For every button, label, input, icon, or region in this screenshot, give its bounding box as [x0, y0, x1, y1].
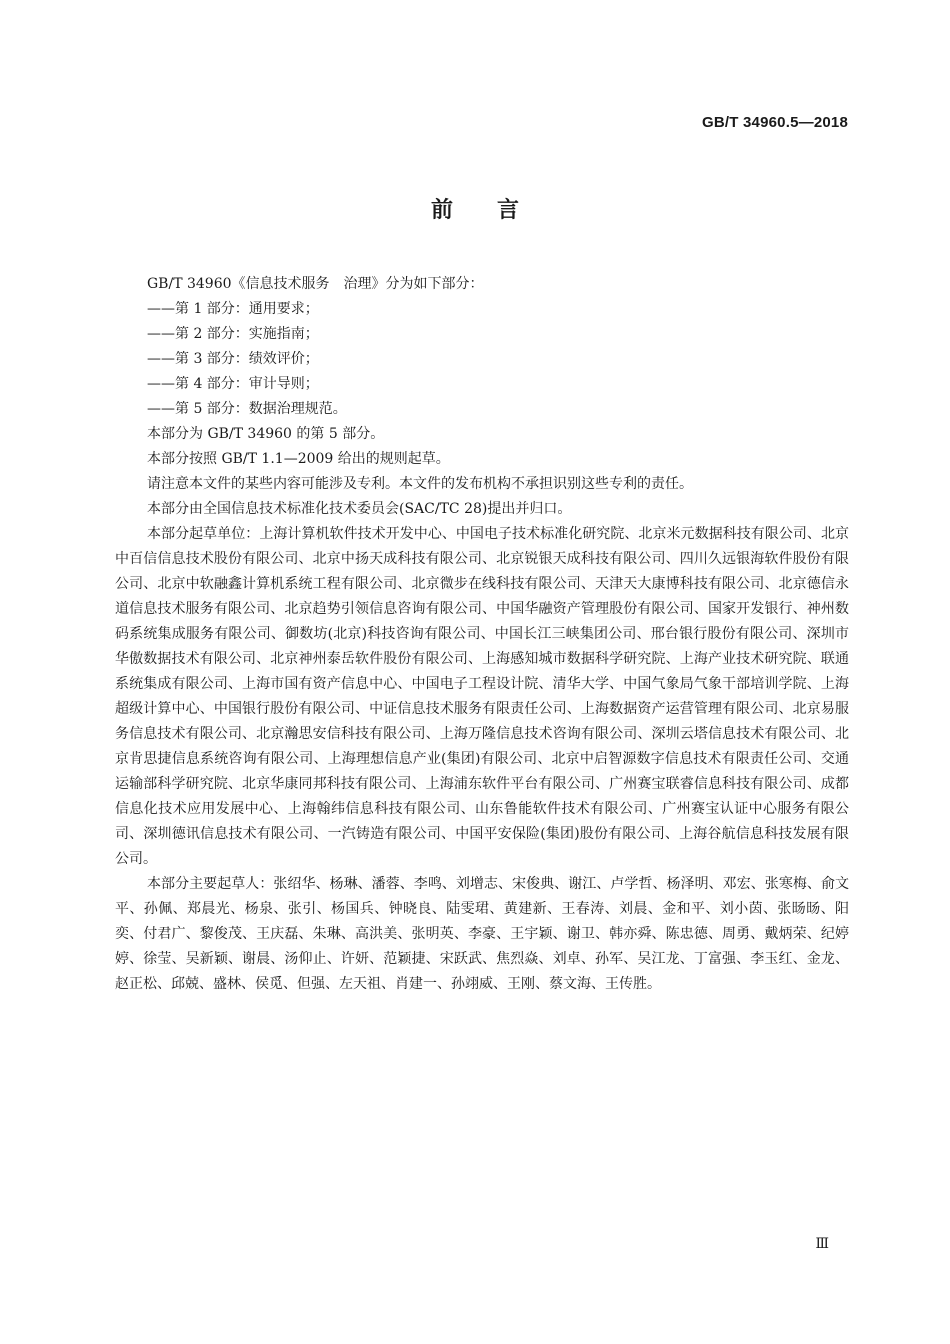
foreword-body [115, 272, 849, 997]
proposed-by-statement: 本部分由全国信息技术标准化技术委员会(SAC/TC 28)提出并归口。 [147, 501, 572, 517]
part-list-item-2: ——第 2 部分：实施指南； [147, 326, 319, 342]
drafting-units-paragraph: 本部分起草单位：上海计算机软件技术开发中心、中国电子技术标准化研究院、北京米元数据科技有限公司、北京中百信信息技术股份有限公司、北京中扬天成科技有限公司、北京锐银天成科技有限公司、四川久远银海软件股份有限公司、北京中软融鑫计算机系统工程有限公司、北京微步在线科技有限公司、天津天大康博科技有限公司、北京德信永道信息技术服务有限公司、北京趋势引领信息咨询有限公司、中国华融资产管理股份有限公司、国家开发银行、神州数码系统集成服务有限公司、御数坊(北京)科技咨询有限公司、中国长江三峡集团公司、邢台银行股份有限公司、深圳市华傲数据技术有限公司、北京神州泰岳软件股份有限公司、上海感知城市数据科学研究院、上海产业技术研究院、联通系统集成有限公司、上海市国有资产信息中心、中国电子工程设计院、清华大学、中国气象局气象干部培训学院、上海超级计算中心、中国银行股份有限公司、中证信息技术服务有限责任公司、上海数据资产运营管理有限公司、北京易服务信息技术有限公司、北京瀚思安信科技有限公司、上海万隆信息技术咨询有限公司、深圳云塔信息技术有限公司、北京肯思捷信息系统咨询有限公司、上海理想信息产业(集团)有限公司、北京中启智源数字信息技术有限责任公司、交通运输部科学研究院、北京华康同邦科技有限公司、上海浦东软件平台有限公司、广州赛宝联睿信息科技有限公司、成都信息化技术应用发展中心、上海翰纬信息科技有限公司、山东鲁能软件技术有限公司、广州赛宝认证中心服务有限公司、深圳德讯信息技术有限公司、一汽铸造有限公司、中国平安保险(集团)股份有限公司、上海谷航信息科技发展有限公司。 [115, 526, 849, 867]
part-list-item-1: ——第 1 部分：通用要求； [147, 301, 319, 317]
this-part-statement: 本部分为 GB/T 34960 的第 5 部分。 [147, 426, 385, 442]
drafters-paragraph: 本部分主要起草人：张绍华、杨琳、潘蓉、李鸣、刘增志、宋俊典、谢江、卢学哲、杨泽明、邓宏、张寒梅、俞文平、孙佩、郑晨光、杨泉、张引、杨国兵、钟晓良、陆雯珺、黄建新、王春涛、刘晨、金和平、刘小茵、张旸旸、阳奕、付君广、黎俊茂、王庆磊、朱琳、高洪美、张明英、李豪、王宇颖、谢卫、韩亦舜、陈忠德、周勇、戴炳荣、纪婷婷、徐莹、吴新颖、谢晨、汤仰止、许妍、范颖捷、宋跃武、焦烈焱、刘卓、孙军、吴江龙、丁富强、李玉红、金龙、赵正松、邱兢、盛林、侯觅、但强、左天祖、肖建一、孙翊威、王刚、蔡文海、王传胜。 [115, 876, 849, 992]
part-list-item-4: ——第 4 部分：审计导则； [147, 376, 319, 392]
page-title: 前言 [430, 198, 563, 223]
page-number: Ⅲ [815, 1237, 829, 1252]
standard-number: GB/T 34960.5—2018 [702, 114, 848, 131]
part-list-item-5: ——第 5 部分：数据治理规范。 [147, 401, 347, 417]
patent-notice: 请注意本文件的某些内容可能涉及专利。本文件的发布机构不承担识别这些专利的责任。 [147, 476, 693, 492]
part-list-item-3: ——第 3 部分：绩效评价； [147, 351, 319, 367]
drafting-rules-statement: 本部分按照 GB/T 1.1—2009 给出的规则起草。 [147, 451, 450, 467]
parts-intro: GB/T 34960《信息技术服务 治理》分为如下部分： [147, 276, 484, 292]
